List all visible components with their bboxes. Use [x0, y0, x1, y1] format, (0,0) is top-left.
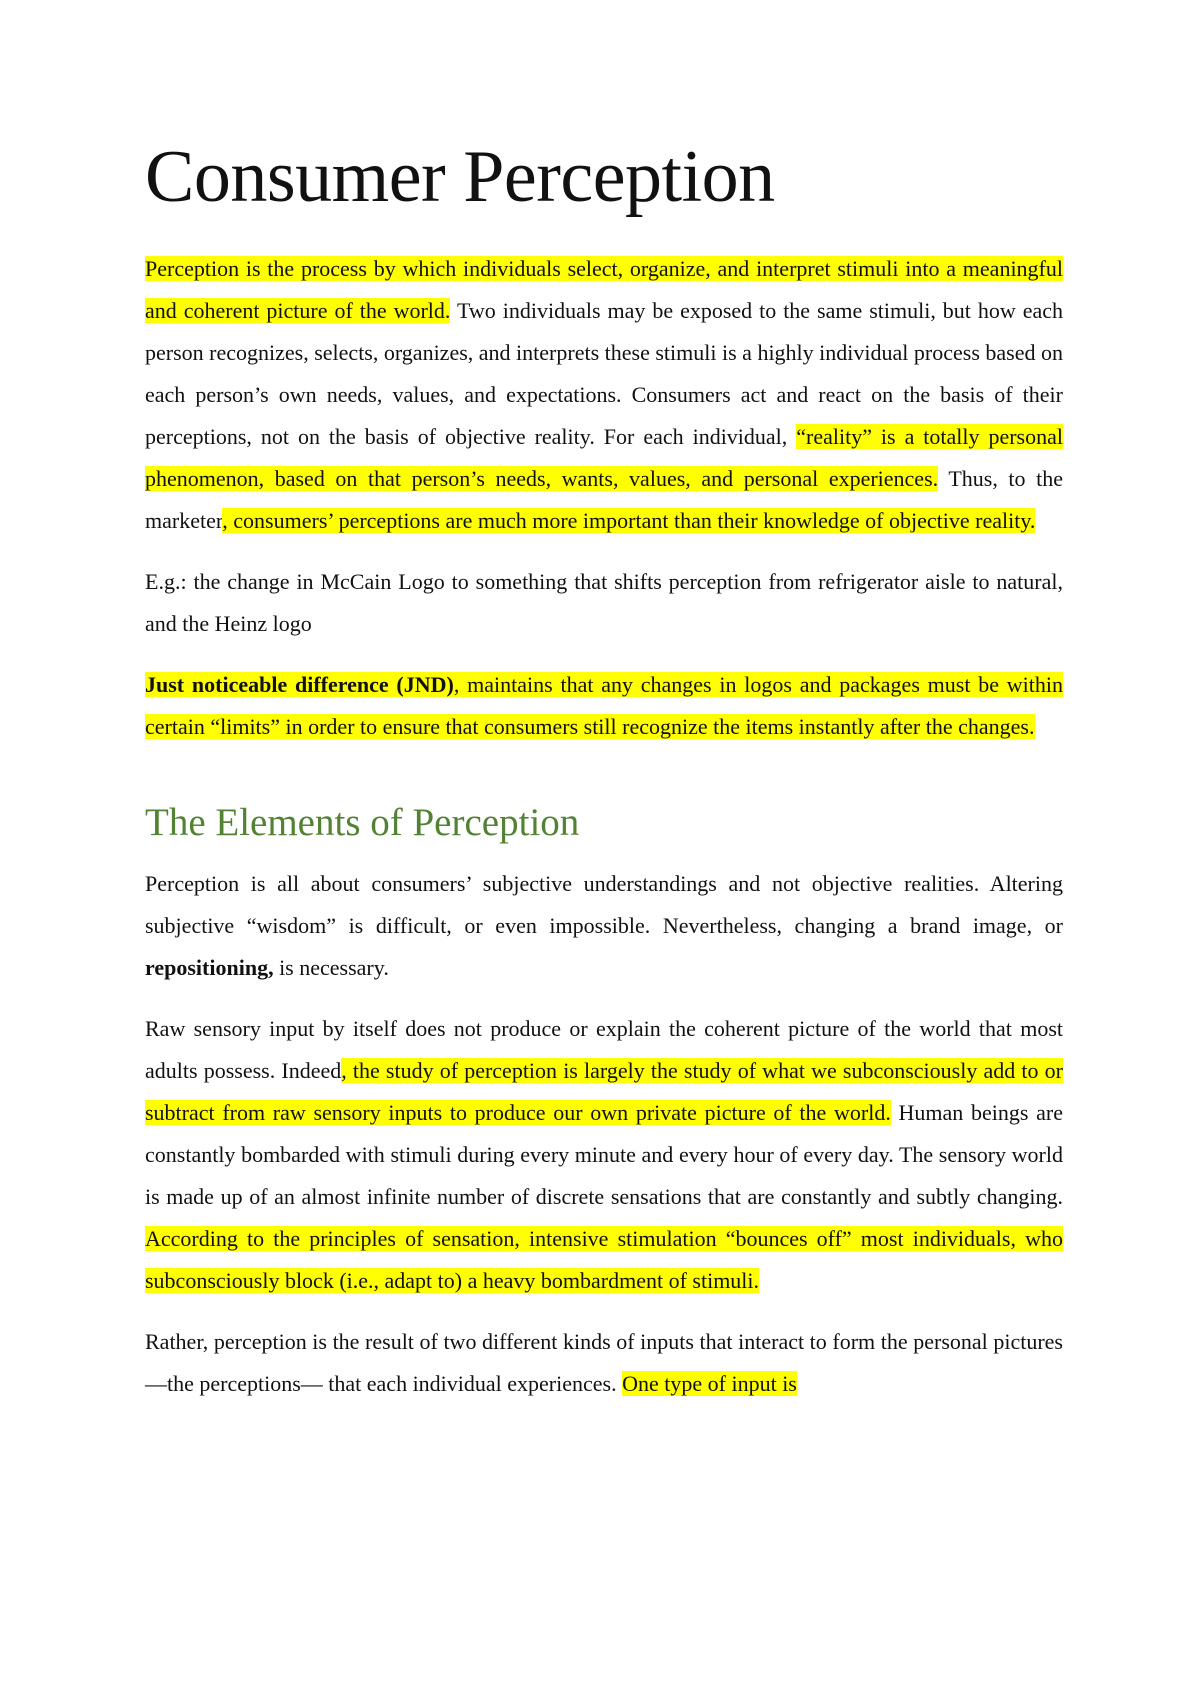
body-text: Human beings are constantly bombarded with stimuli during every minute and every hour of every day. The sensory world is made up of an almost infinite number of discrete sensations that are constantly and subtly changing.	[145, 1099, 1063, 1209]
paragraph-raw-sensory	[145, 1008, 1063, 1302]
body-text: Thus, to the marketer	[145, 466, 1063, 533]
highlighted-text: According to the principles of sensation, intensive stimulation “bounces off” most individuals, who subconsciously block (i.e., adapt to) a heavy bombardment of stimuli.	[145, 1225, 1063, 1293]
body-text: Two individuals may be exposed to the same stimuli, but how each person recognizes, selects, organizes, and interprets these stimuli is a highly individual process based on each person’s own needs, values, and expectations. Consumers act and react on the basis of their perceptions, not on the basis of objective reality. For each individual,	[145, 298, 1064, 449]
body-text: Raw sensory input by itself does not produce or explain the coherent picture of the world that most adults possess. Indeed	[145, 1015, 1063, 1083]
body-text: Perception is all about consumers’ subjective understandings and not objective realities. Altering subjective “wisdom” is difficult, or even impossible. Nevertheless, changing a brand image, or	[145, 870, 1063, 938]
highlighted-text: “reality” is a totally personal phenomenon, based on that person’s needs, wants, values, and personal experiences.	[145, 424, 1063, 491]
body-text: , maintains that any changes in logos and packages must be within certain “limits” in order to ensure that consumers still recognize the items instantly after the changes.	[145, 672, 1063, 739]
document-title: Consumer Perception	[145, 136, 775, 218]
paragraph-jnd	[145, 664, 1063, 748]
bold-term: Just noticeable difference (JND)	[145, 672, 454, 697]
paragraph-inputs	[145, 1321, 1063, 1405]
paragraph-definition	[145, 248, 1063, 542]
body-text: Rather, perception is the result of two different kinds of inputs that interact to form the personal pictures—the perceptions— that each individual experiences.	[145, 1328, 1063, 1396]
highlighted-text: , consumers’ perceptions are much more important than their knowledge of objective reality.	[222, 508, 1036, 533]
paragraph-example: E.g.: the change in McCain Logo to something that shifts perception from refrigerator aisle to natural, and the Heinz logo	[145, 569, 1063, 636]
highlighted-text: One type of input is	[622, 1370, 797, 1396]
document-page	[145, 136, 1064, 1424]
paragraph-subjective	[145, 863, 1063, 989]
highlighted-text: Perception is the process by which individuals select, organize, and interpret stimuli into a meaningful and coherent picture of the world.	[145, 256, 1063, 323]
body-text: is necessary.	[273, 954, 389, 980]
bold-term: repositioning,	[145, 954, 274, 980]
highlighted-text: , the study of perception is largely the study of what we subconsciously add to or subtract from raw sensory inputs to produce our own private picture of the world.	[145, 1057, 1063, 1125]
highlighted-text	[145, 672, 1063, 739]
section-heading: The Elements of Perception	[145, 801, 580, 844]
